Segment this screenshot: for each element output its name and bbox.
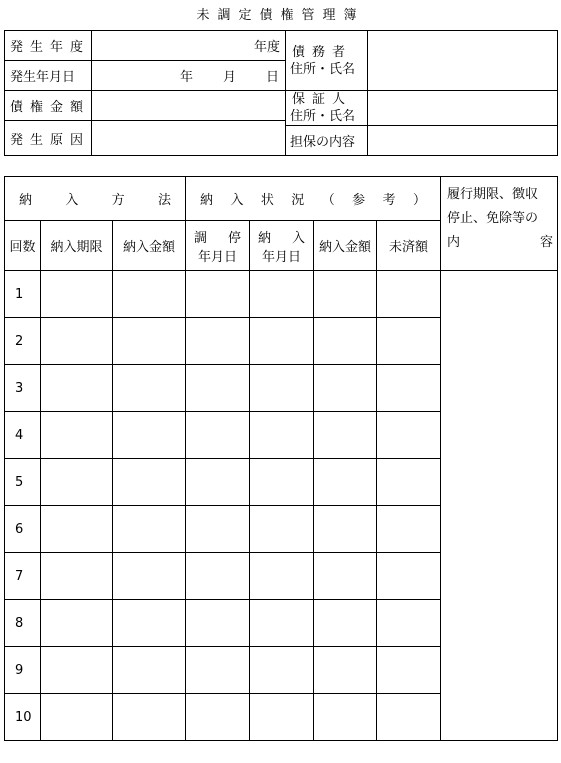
nonyu-ch2: 入 — [292, 230, 306, 246]
chotei-ch2: 停 — [228, 230, 242, 246]
notes-line-3 — [447, 231, 553, 255]
row-number: 5 — [5, 459, 41, 506]
cell-nonyu-kigen[interactable] — [41, 694, 113, 741]
field-hoshonin[interactable] — [368, 91, 558, 126]
cell-chotei-ymd[interactable] — [186, 694, 250, 741]
header-nonyu-jokyo — [186, 177, 441, 221]
cell-nonyu-kigen[interactable] — [41, 318, 113, 365]
nendo-unit: 年度 — [253, 40, 280, 55]
cell-misai[interactable] — [377, 694, 441, 741]
row-number: 9 — [5, 647, 41, 694]
cell-nonyu-kingaku[interactable] — [113, 412, 186, 459]
cell-nonyu-kingaku[interactable] — [113, 553, 186, 600]
header-char: 納 — [200, 193, 214, 208]
nonyu-hoho-chars — [5, 189, 185, 208]
cell-chotei-ymd[interactable] — [186, 318, 250, 365]
header-char: 状 — [260, 193, 274, 208]
cell-nonyu-ymd[interactable] — [250, 318, 314, 365]
nonyu-jokyo-chars — [186, 189, 440, 208]
cell-nonyu-kingaku-2[interactable] — [314, 459, 377, 506]
row-number: 6 — [5, 506, 41, 553]
nonyu-ch1: 納 — [258, 230, 272, 246]
row-number: 8 — [5, 600, 41, 647]
label-hassei-nendo: 発生年度 — [5, 31, 92, 61]
chotei-ch1: 調 — [194, 230, 208, 246]
cell-nonyu-ymd[interactable] — [250, 412, 314, 459]
chotei-ymd: 年月日 — [198, 249, 238, 265]
label-hassei-genin: 発生原因 — [5, 121, 92, 156]
cell-nonyu-ymd[interactable] — [250, 600, 314, 647]
field-hassei-ymd[interactable] — [92, 61, 286, 91]
col-nonyu-kingaku-2: 納入金額 — [314, 221, 377, 271]
header-char: 参 — [352, 193, 366, 208]
cell-chotei-ymd[interactable] — [186, 459, 250, 506]
notes-yo: 容 — [540, 235, 554, 250]
payment-table — [4, 176, 558, 741]
header-char: 考 — [382, 193, 396, 208]
hoshonin-sub: 住所・氏名 — [290, 109, 356, 124]
field-hassei-genin[interactable] — [92, 121, 286, 156]
header-char: 況 — [291, 193, 305, 208]
cell-misai[interactable] — [377, 318, 441, 365]
cell-misai[interactable] — [377, 506, 441, 553]
notes-nai: 内 — [447, 235, 461, 250]
header-info-table — [4, 30, 558, 156]
cell-notes[interactable] — [441, 271, 558, 741]
cell-nonyu-kingaku[interactable] — [113, 506, 186, 553]
row-number: 7 — [5, 553, 41, 600]
cell-chotei-ymd[interactable] — [186, 506, 250, 553]
cell-chotei-ymd[interactable] — [186, 553, 250, 600]
cell-misai[interactable] — [377, 365, 441, 412]
cell-nonyu-kigen[interactable] — [41, 271, 113, 318]
cell-nonyu-kingaku-2[interactable] — [314, 271, 377, 318]
header-char: （ — [321, 193, 335, 208]
cell-nonyu-kigen[interactable] — [41, 647, 113, 694]
hoshonin-title: 保証人 — [292, 92, 353, 107]
header-char: 法 — [157, 193, 171, 208]
cell-nonyu-ymd[interactable] — [250, 271, 314, 318]
cell-misai[interactable] — [377, 553, 441, 600]
cell-nonyu-kingaku-2[interactable] — [314, 600, 377, 647]
label-saiken-kingaku: 債権金額 — [5, 91, 92, 121]
cell-nonyu-kingaku[interactable] — [113, 694, 186, 741]
cell-nonyu-kingaku-2[interactable] — [314, 553, 377, 600]
cell-nonyu-ymd[interactable] — [250, 459, 314, 506]
cell-nonyu-kigen[interactable] — [41, 412, 113, 459]
label-hassei-ymd: 発生年月日 — [5, 61, 92, 91]
cell-nonyu-kingaku[interactable] — [113, 318, 186, 365]
nonyu-ymd: 年月日 — [262, 249, 302, 265]
day-unit: 日 — [265, 70, 279, 85]
col-misai: 未済額 — [377, 221, 441, 271]
row-number: 2 — [5, 318, 41, 365]
header-char: ） — [412, 193, 426, 208]
cell-misai[interactable] — [377, 271, 441, 318]
cell-nonyu-kingaku[interactable] — [113, 459, 186, 506]
cell-nonyu-ymd[interactable] — [250, 553, 314, 600]
header-nonyu-hoho — [5, 177, 186, 221]
cell-nonyu-ymd[interactable] — [250, 694, 314, 741]
cell-chotei-ymd[interactable] — [186, 647, 250, 694]
row-number: 10 — [5, 694, 41, 741]
cell-nonyu-kingaku-2[interactable] — [314, 694, 377, 741]
cell-nonyu-kigen[interactable] — [41, 506, 113, 553]
cell-nonyu-kingaku-2[interactable] — [314, 647, 377, 694]
header-char: 入 — [230, 193, 244, 208]
col-nonyu-kigen: 納入期限 — [41, 221, 113, 271]
header-notes — [441, 177, 558, 271]
header-char: 入 — [65, 193, 79, 208]
page-title: 未調定債権管理簿 — [196, 8, 365, 23]
saimusha-title: 債務者 — [292, 44, 353, 60]
cell-nonyu-ymd[interactable] — [250, 365, 314, 412]
cell-nonyu-ymd[interactable] — [250, 647, 314, 694]
label-saimusha — [286, 31, 368, 91]
header-char: 方 — [111, 193, 125, 208]
header-char: 納 — [19, 193, 33, 208]
cell-nonyu-kingaku-2[interactable] — [314, 506, 377, 553]
cell-chotei-ymd[interactable] — [186, 365, 250, 412]
row-number: 1 — [5, 271, 41, 318]
field-saiken-kingaku[interactable] — [92, 91, 286, 121]
table-row — [5, 271, 558, 318]
label-tanpo: 担保の内容 — [286, 126, 368, 156]
cell-chotei-ymd[interactable] — [186, 600, 250, 647]
field-saimusha[interactable] — [368, 31, 558, 91]
saimusha-sub: 住所・氏名 — [290, 61, 356, 77]
cell-chotei-ymd[interactable] — [186, 412, 250, 459]
cell-nonyu-kingaku-2[interactable] — [314, 412, 377, 459]
notes-line-2: 停止、免除等の — [447, 211, 539, 226]
row-number: 4 — [5, 412, 41, 459]
col-nonyu-ymd — [250, 221, 314, 271]
col-chotei-ymd — [186, 221, 250, 271]
cell-misai[interactable] — [377, 459, 441, 506]
cell-nonyu-kigen[interactable] — [41, 459, 113, 506]
cell-nonyu-kingaku[interactable] — [113, 365, 186, 412]
cell-chotei-ymd[interactable] — [186, 271, 250, 318]
cell-nonyu-kingaku[interactable] — [113, 271, 186, 318]
cell-nonyu-kigen[interactable] — [41, 600, 113, 647]
nonyu-chars — [250, 227, 313, 246]
year-unit: 年 — [179, 70, 193, 85]
payment-rows — [5, 271, 558, 741]
field-tanpo[interactable] — [368, 126, 558, 156]
field-hassei-nendo[interactable] — [92, 31, 286, 61]
chotei-chars — [186, 227, 249, 246]
cell-nonyu-kingaku-2[interactable] — [314, 365, 377, 412]
col-nonyu-kingaku: 納入金額 — [113, 221, 186, 271]
notes-line-1: 履行期限、徴収 — [447, 187, 539, 202]
cell-misai[interactable] — [377, 647, 441, 694]
cell-nonyu-kingaku[interactable] — [113, 600, 186, 647]
cell-nonyu-kingaku[interactable] — [113, 647, 186, 694]
cell-nonyu-kigen[interactable] — [41, 553, 113, 600]
label-hoshonin — [286, 91, 368, 126]
col-kaisu: 回数 — [5, 221, 41, 271]
cell-nonyu-kingaku-2[interactable] — [314, 318, 377, 365]
cell-misai[interactable] — [377, 412, 441, 459]
cell-nonyu-kigen[interactable] — [41, 365, 113, 412]
row-number: 3 — [5, 365, 41, 412]
cell-nonyu-ymd[interactable] — [250, 506, 314, 553]
month-unit: 月 — [222, 70, 236, 85]
cell-misai[interactable] — [377, 600, 441, 647]
